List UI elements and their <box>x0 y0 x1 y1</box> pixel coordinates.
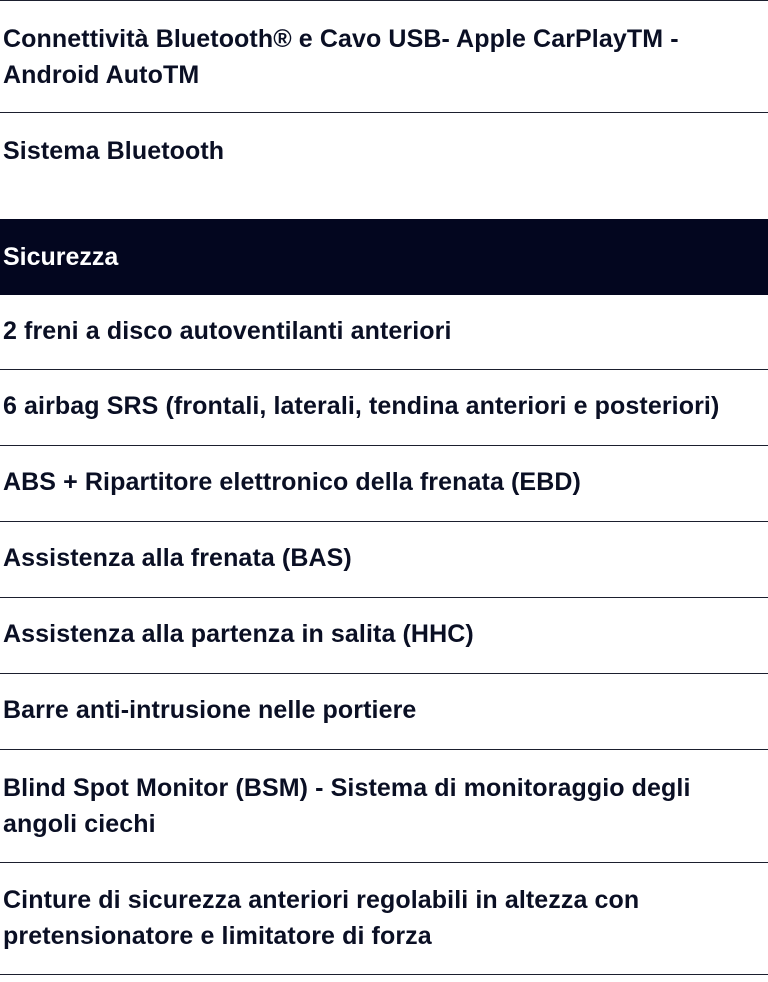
list-item <box>0 370 768 446</box>
list-item <box>0 674 768 750</box>
list-item-label: 6 airbag SRS (frontali, laterali, tendina anteriori e posteriori) <box>3 392 720 420</box>
section-title: Sicurezza <box>3 243 119 271</box>
list-item-label: Barre anti-intrusione nelle portiere <box>3 696 417 724</box>
list-item-label: Assistenza alla partenza in salita (HHC) <box>3 620 474 648</box>
list-item-label: Assistenza alla frenata (BAS) <box>3 544 352 572</box>
list-item <box>0 598 768 674</box>
list-item-label: 2 freni a disco autoventilanti anteriori <box>3 317 452 345</box>
list-item <box>0 295 768 370</box>
list-item-label: ABS + Ripartitore elettronico della frenata (EBD) <box>3 468 581 496</box>
list-item <box>0 446 768 522</box>
list-item-label: Cinture di sicurezza anteriori regolabili in altezza con pretensionatore e limitatore di forza <box>3 886 640 950</box>
list-item <box>0 1 768 113</box>
list-item <box>0 750 768 863</box>
list-item <box>0 522 768 598</box>
list-item <box>0 113 768 219</box>
list-item <box>0 863 768 975</box>
list-item-label: Sistema Bluetooth <box>3 137 225 165</box>
list-item-label: Blind Spot Monitor (BSM) - Sistema di monitoraggio degli angoli ciechi <box>3 774 691 838</box>
list-item-label: Connettività Bluetooth® e Cavo USB- Apple CarPlayTM - Android AutoTM <box>3 25 679 89</box>
section-header-sicurezza[interactable] <box>0 219 768 295</box>
